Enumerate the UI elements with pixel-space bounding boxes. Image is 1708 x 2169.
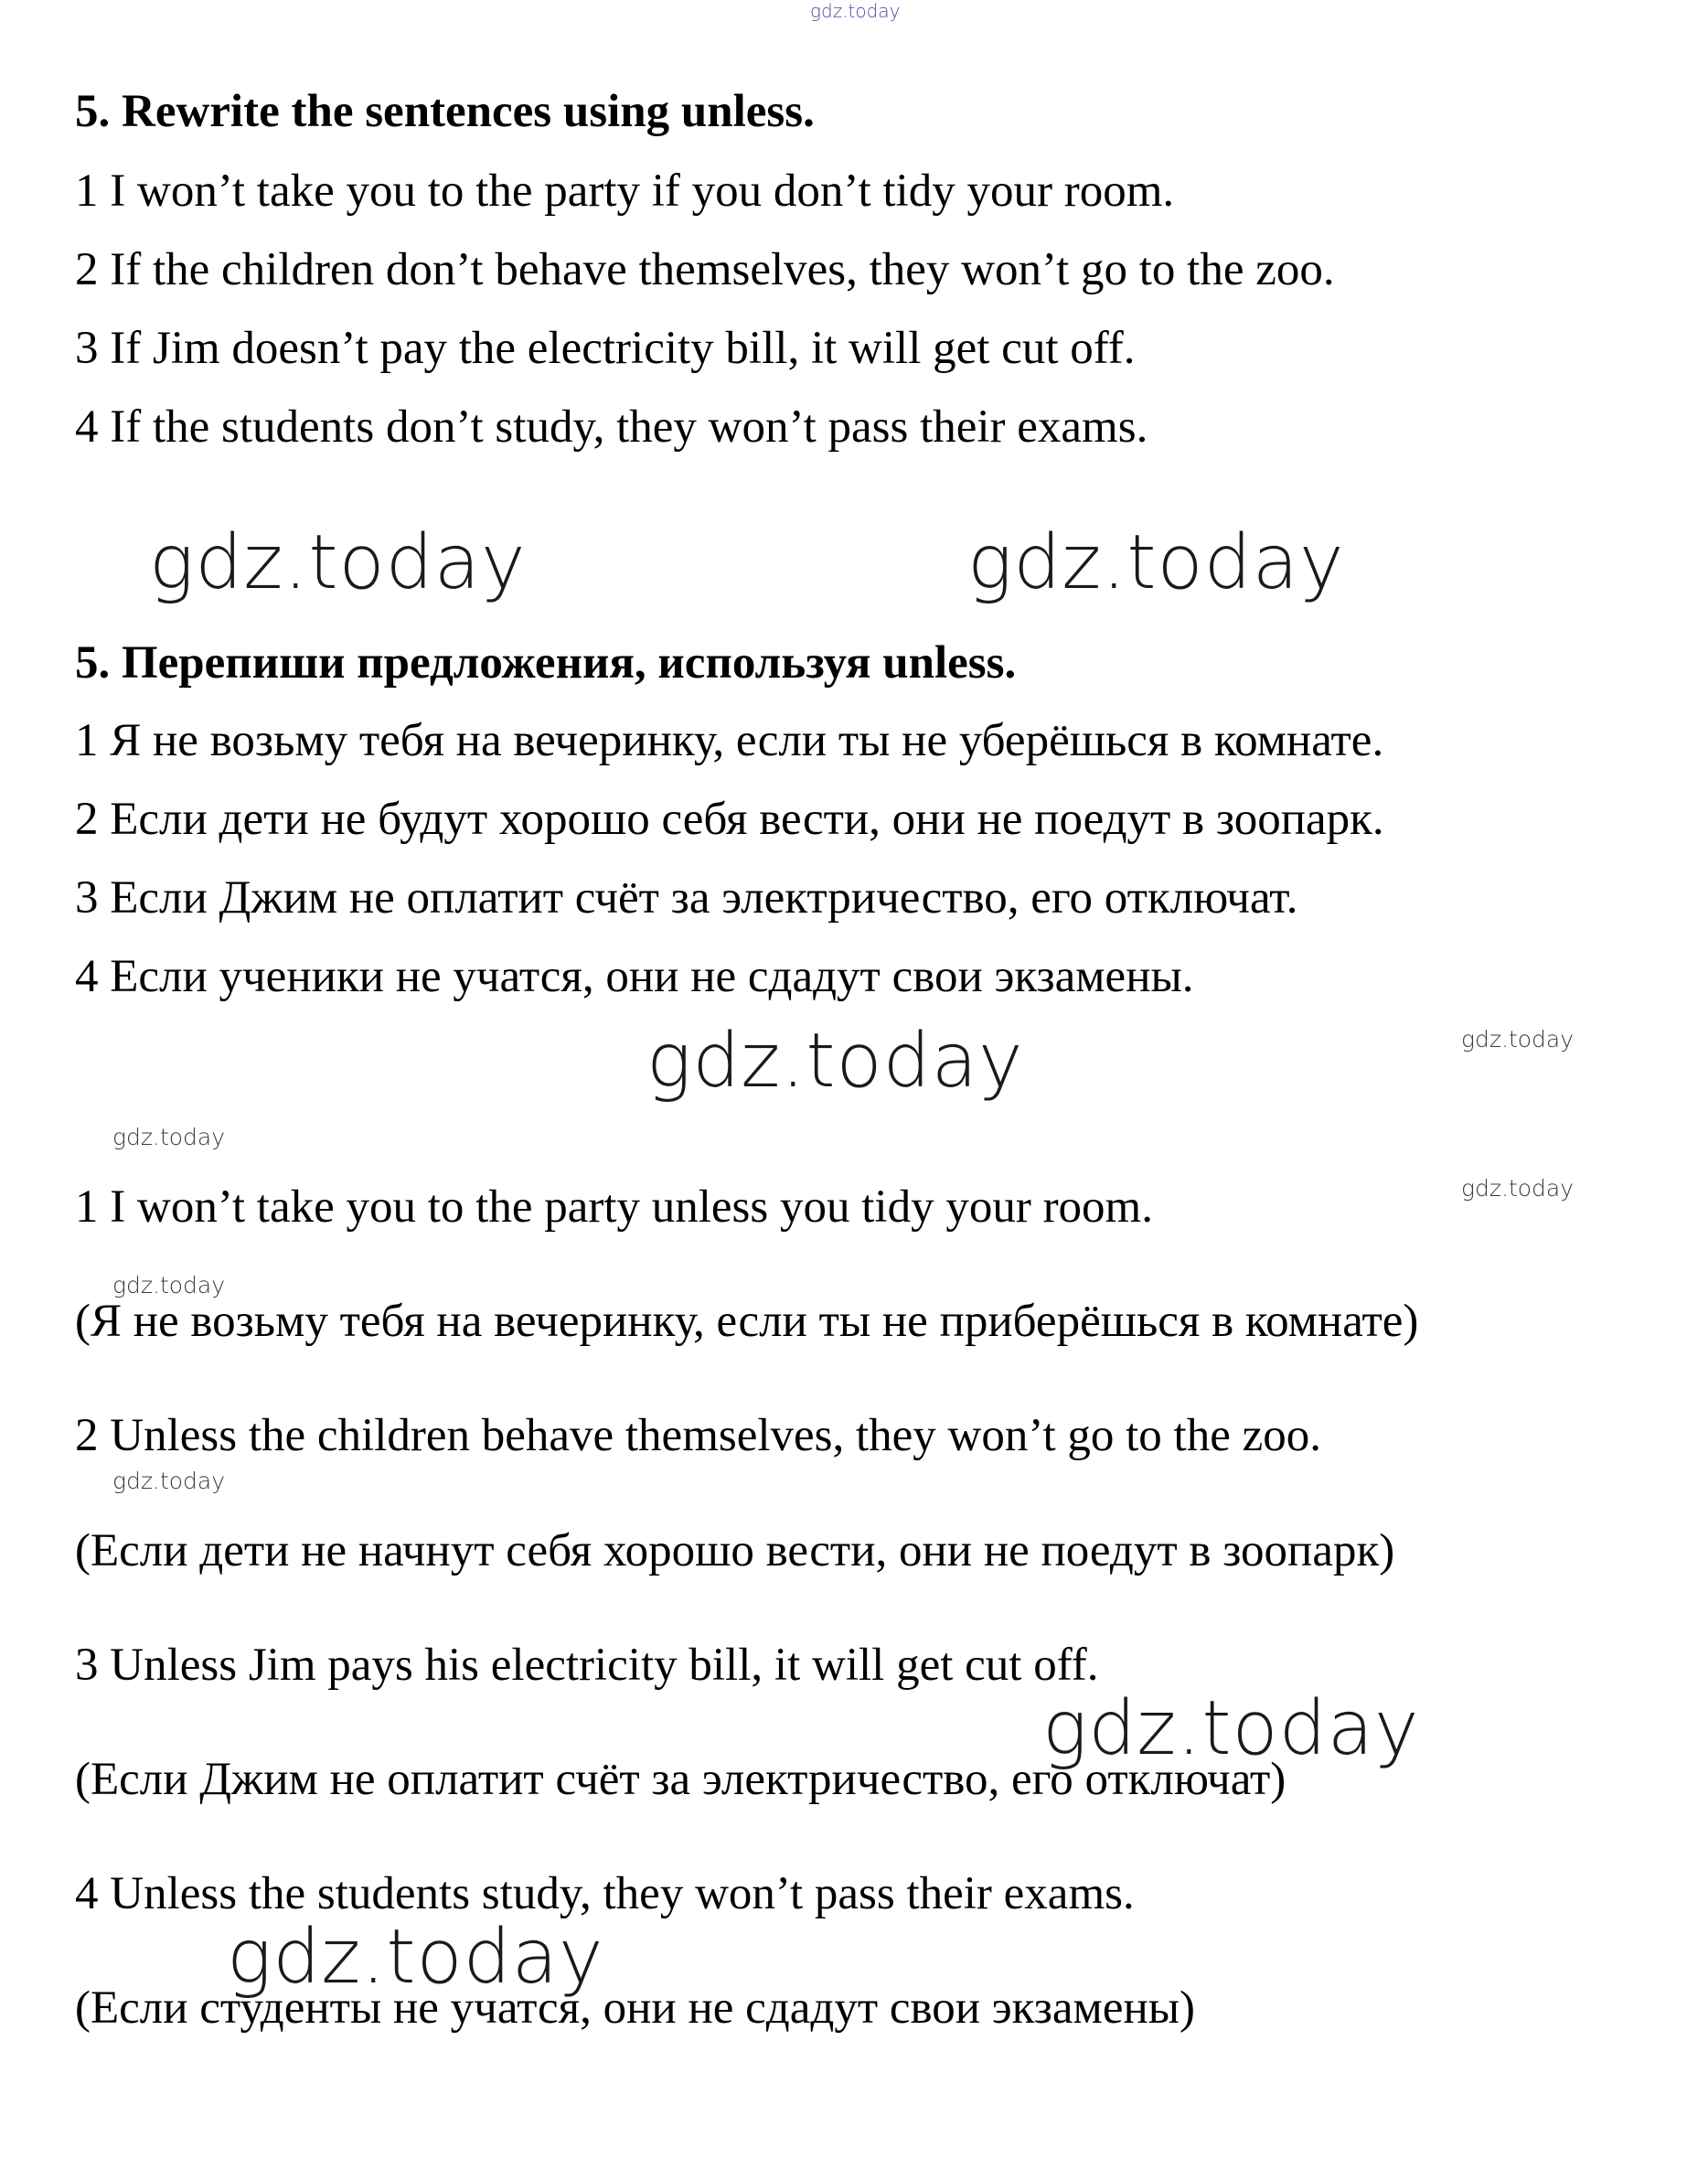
answer-translation-1: (Я не возьму тебя на вечеринку, если ты не приберёшься в комнате) — [75, 1296, 1419, 1347]
watermark-large: gdz.today — [646, 1018, 1024, 1105]
answer-translation-4: (Если студенты не учатся, они не сдадут свои экзамены) — [75, 1982, 1195, 2034]
watermark-large: gdz.today — [967, 519, 1345, 606]
watermark-small: gdz.today — [112, 1124, 226, 1150]
russian-sentence-4: 4 Если ученики не учатся, они не сдадут свои экзамены. — [75, 951, 1194, 1002]
answer-translation-2: (Если дети не начнут себя хорошо вести, они не поедут в зоопарк) — [75, 1525, 1395, 1576]
watermark-large: gdz.today — [149, 519, 527, 606]
russian-sentence-2: 2 Если дети не будут хорошо себя вести, они не поедут в зоопарк. — [75, 794, 1384, 845]
russian-heading: 5. Перепиши предложения, используя unless. — [75, 637, 1017, 689]
english-sentence-2: 2 If the children don’t behave themselves, they won’t go to the zoo. — [75, 244, 1335, 295]
answer-sentence-2: 2 Unless the children behave themselves, they won’t go to the zoo. — [75, 1410, 1321, 1461]
answer-translation-3: (Если Джим не оплатит счёт за электричество, его отключат) — [75, 1754, 1286, 1805]
answer-sentence-4: 4 Unless the students study, they won’t pass their exams. — [75, 1868, 1135, 1919]
answer-sentence-3: 3 Unless Jim pays his electricity bill, it will get cut off. — [75, 1640, 1099, 1691]
english-heading: 5. Rewrite the sentences using unless. — [75, 86, 815, 137]
russian-sentence-1: 1 Я не возьму тебя на вечеринку, если ты не уберёшься в комнате. — [75, 715, 1384, 766]
watermark-small: gdz.today — [1461, 1026, 1575, 1052]
watermark-small: gdz.today — [112, 1468, 226, 1494]
watermark-top: gdz.today — [810, 0, 901, 22]
english-sentence-1: 1 I won’t take you to the party if you don’t tidy your room. — [75, 166, 1175, 217]
watermark-large: gdz.today — [1042, 1685, 1420, 1772]
english-sentence-3: 3 If Jim doesn’t pay the electricity bill, it will get cut off. — [75, 323, 1136, 374]
answer-sentence-1: 1 I won’t take you to the party unless you tidy your room. — [75, 1181, 1153, 1233]
watermark-small: gdz.today — [112, 1272, 226, 1298]
english-sentence-4: 4 If the students don’t study, they won’t pass their exams. — [75, 401, 1148, 453]
russian-sentence-3: 3 Если Джим не оплатит счёт за электричество, его отключат. — [75, 872, 1298, 924]
watermark-small: gdz.today — [1461, 1175, 1575, 1202]
watermark-large: gdz.today — [227, 1914, 604, 2001]
